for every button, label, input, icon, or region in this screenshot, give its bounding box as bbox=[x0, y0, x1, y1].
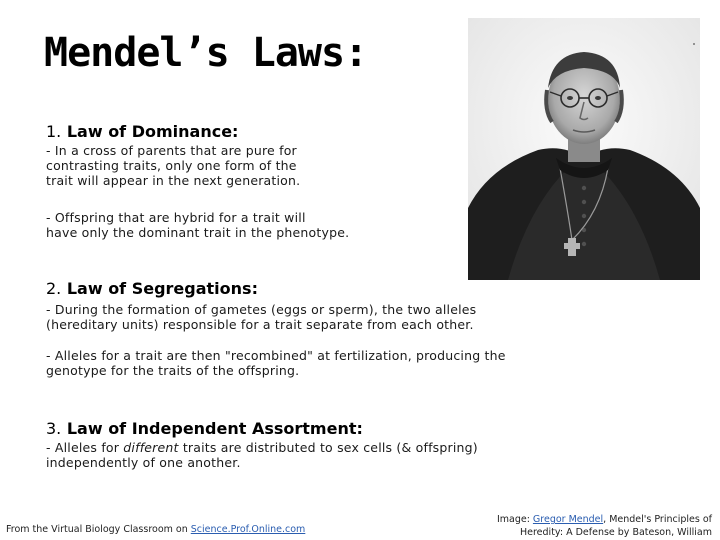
law-2-title: Law of Segregations: bbox=[66, 279, 258, 298]
law-2-number: 2. bbox=[46, 279, 62, 298]
law-3-point-1 bbox=[46, 440, 478, 470]
law-2-point-2 bbox=[46, 348, 506, 378]
law-2-point-1-line-1: - During the formation of gametes (eggs or sperm), the two alleles bbox=[46, 302, 477, 317]
mendel-portrait bbox=[468, 18, 700, 280]
law-1-point-2 bbox=[46, 210, 349, 240]
image-credit-suffix: , Mendel's Principles of bbox=[603, 514, 712, 525]
law-1-point-2-line-2: have only the dominant trait in the phenotype. bbox=[46, 225, 350, 240]
law-3-point-1-emphasis: different bbox=[123, 440, 179, 455]
footer-credit-text: From the Virtual Biology Classroom on bbox=[6, 524, 191, 535]
law-1-number: 1. bbox=[46, 122, 62, 141]
image-credit-line-2: Heredity: A Defense by Bateson, William bbox=[520, 527, 712, 538]
law-3-title: Law of Independent Assortment: bbox=[66, 419, 363, 438]
law-2-point-1-line-2: (hereditary units) responsible for a trait separate from each other. bbox=[46, 317, 474, 332]
law-2-point-1 bbox=[46, 302, 476, 332]
law-1-heading bbox=[46, 122, 238, 141]
law-3-number: 3. bbox=[46, 419, 62, 438]
law-1-point-1 bbox=[46, 143, 300, 188]
slide-title: Mendel’s Laws: bbox=[44, 30, 368, 76]
law-3-point-1-pre: - Alleles for bbox=[46, 440, 124, 455]
science-prof-online-link[interactable]: Science.Prof.Online.com bbox=[190, 524, 306, 535]
law-1-point-1-line-2: contrasting traits, only one form of the bbox=[46, 158, 297, 173]
law-2-point-2-line-1: - Alleles for a trait are then "recombined" at fertilization, producing the bbox=[46, 348, 506, 363]
portrait-icon bbox=[468, 18, 700, 280]
law-1-title: Law of Dominance: bbox=[66, 122, 239, 141]
image-credit bbox=[497, 513, 712, 539]
image-credit-prefix: Image: bbox=[496, 514, 533, 525]
law-1-point-1-line-1: - In a cross of parents that are pure for bbox=[46, 143, 297, 158]
law-2-point-2-line-2: genotype for the traits of the offspring. bbox=[46, 363, 300, 378]
law-3-point-1-post: traits are distributed to sex cells (& offspring) bbox=[178, 440, 478, 455]
law-3-point-1-line-2: independently of one another. bbox=[46, 455, 241, 470]
law-3-heading bbox=[46, 419, 363, 438]
gregor-mendel-link[interactable]: Gregor Mendel bbox=[532, 514, 604, 525]
law-2-heading bbox=[46, 279, 258, 298]
law-1-point-2-line-1: - Offspring that are hybrid for a trait will bbox=[46, 210, 306, 225]
law-1-point-1-line-3: trait will appear in the next generation. bbox=[46, 173, 301, 188]
footer-credit bbox=[6, 524, 305, 535]
